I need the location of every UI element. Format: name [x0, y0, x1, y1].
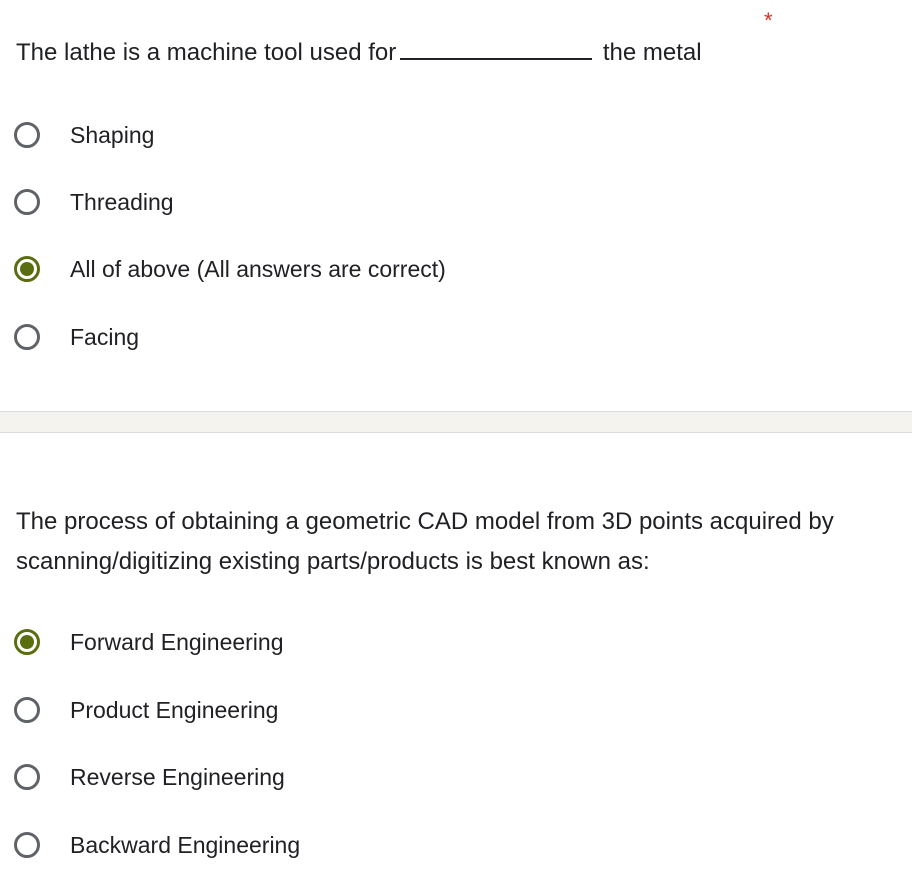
radio-button[interactable] [14, 189, 40, 215]
radio-button[interactable] [14, 256, 40, 282]
option-product-engineering[interactable] [14, 690, 278, 730]
option-label: Reverse Engineering [70, 764, 285, 790]
option-forward-engineering[interactable] [14, 622, 284, 662]
option-facing[interactable] [14, 317, 139, 357]
radio-button[interactable] [14, 122, 40, 148]
required-asterisk: * [764, 8, 773, 33]
radio-button[interactable] [14, 629, 40, 655]
radio-selected-dot [20, 262, 34, 276]
question-divider [0, 411, 912, 433]
radio-button[interactable] [14, 324, 40, 350]
question-1-text-after-blank: the metal [602, 39, 702, 66]
option-reverse-engineering[interactable] [14, 757, 285, 797]
question-1-text-before-blank: The lathe is a machine tool used for [16, 39, 397, 66]
option-all-of-above[interactable] [14, 249, 446, 289]
radio-button[interactable] [14, 697, 40, 723]
option-label: Backward Engineering [70, 832, 301, 858]
option-label: Facing [70, 324, 140, 350]
radio-button[interactable] [14, 832, 40, 858]
option-shaping[interactable] [14, 115, 154, 155]
radio-selected-dot [20, 635, 34, 649]
option-label: Product Engineering [70, 697, 279, 723]
radio-button[interactable] [14, 764, 40, 790]
option-label: All of above (All answers are correct) [70, 256, 446, 282]
option-label: Threading [70, 189, 174, 215]
option-label: Forward Engineering [70, 629, 284, 655]
question-1-title [16, 36, 702, 69]
fill-in-blank-line [400, 36, 592, 60]
question-2-title: The process of obtaining a geometric CAD model from 3D points acquired by scanning/digitizing existing parts/products is best known as: [16, 508, 834, 575]
option-threading[interactable] [14, 182, 174, 222]
option-label: Shaping [70, 122, 155, 148]
option-backward-engineering[interactable] [14, 825, 300, 865]
question-card-1 [0, 0, 912, 411]
